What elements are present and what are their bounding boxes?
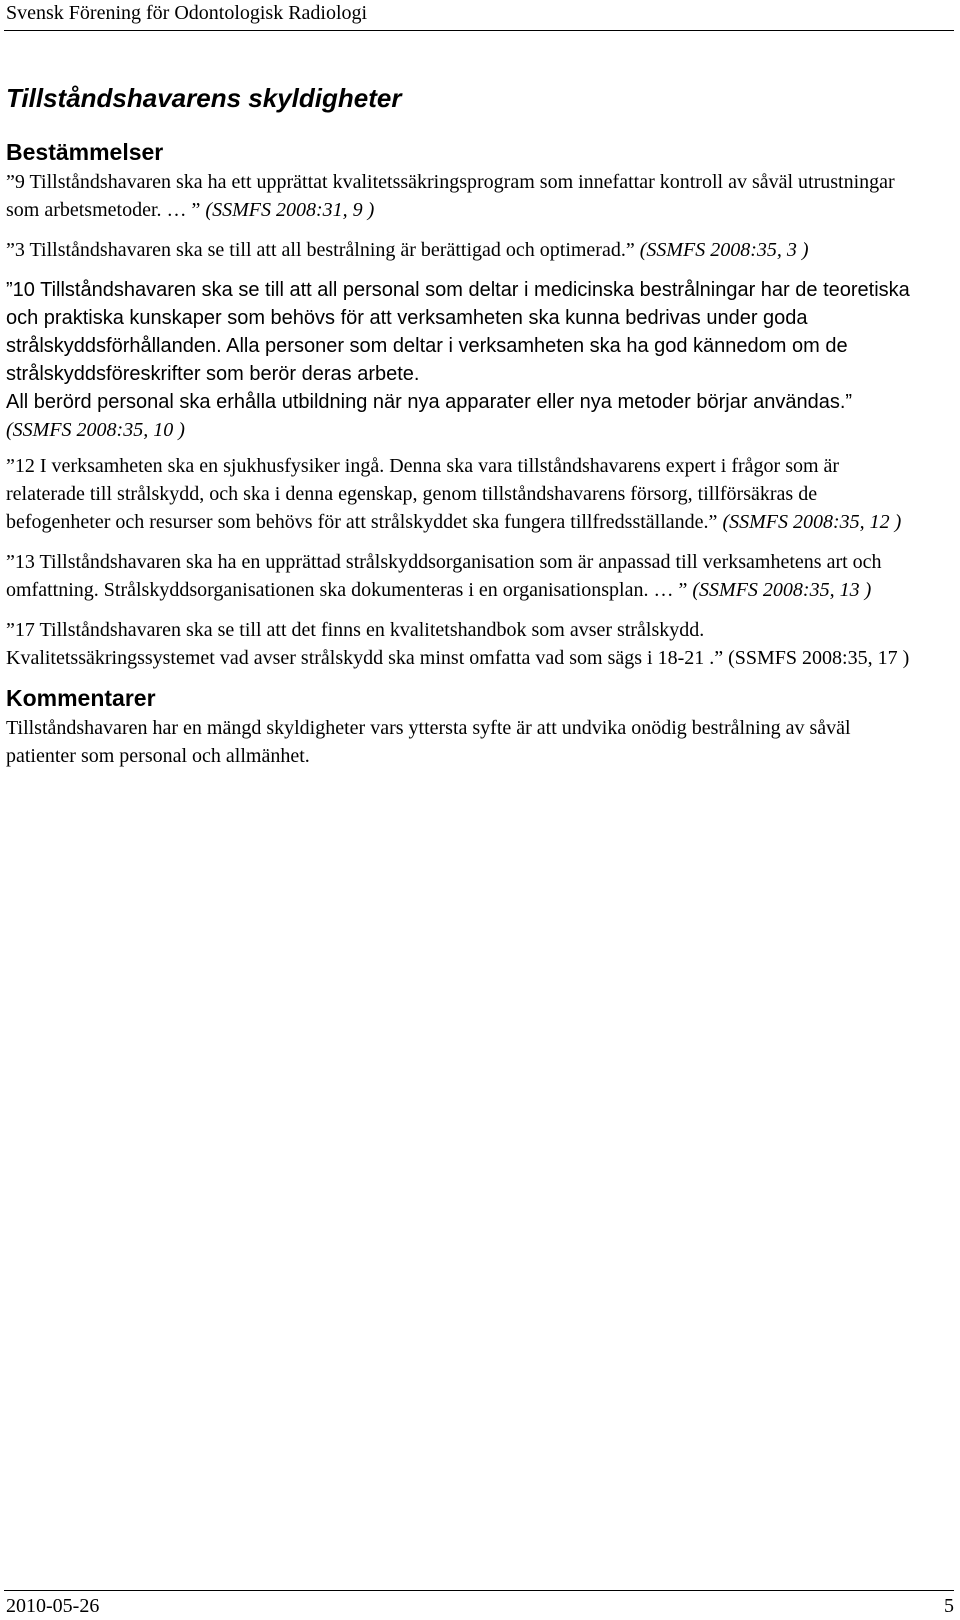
provision-13 <box>6 548 916 604</box>
provision-17-text: ”17 Tillståndshavaren ska se till att det finns en kvalitetshandbok som avser strålskydd. Kvalitetssäkringssystemet vad avser strålskydd ska minst omfatta vad som sägs i 18-21 .” <box>6 619 729 669</box>
page-content <box>6 82 916 782</box>
provision-17 <box>6 616 916 672</box>
provision-3 <box>6 236 916 264</box>
running-header: Svensk Förening för Odontologisk Radiologi <box>6 2 368 24</box>
provision-12 <box>6 452 916 536</box>
commentary-text: Tillståndshavaren har en mängd skyldigheter vars yttersta syfte är att undvika onödig bestrålning av såväl patienter som personal och allmänhet. <box>6 717 851 767</box>
provision-10-reference: (SSMFS 2008:35, 10 ) <box>6 419 185 441</box>
provision-9-reference: (SSMFS 2008:31, 9 ) <box>205 199 375 221</box>
provision-3-text: ”3 Tillståndshavaren ska se till att all bestrålning är berättigad och optimerad.” <box>6 239 640 261</box>
header-rule <box>4 30 954 31</box>
provision-12-text: ”12 I verksamheten ska en sjukhusfysiker ingå. <box>6 455 390 477</box>
provision-17-reference: (SSMFS 2008:35, 17 ) <box>728 647 910 669</box>
provision-10 <box>6 276 916 444</box>
page-number: 5 <box>944 1595 954 1617</box>
provision-13-text: ”13 Tillståndshavaren ska ha en upprättad strålskyddsorganisation som är anpassad till verksamhetens art och omfattning. Strålskyddsorganisationen ska dokumenteras i en organisationsplan. … ” <box>6 551 882 601</box>
provision-12-reference: (SSMFS 2008:35, 12 ) <box>722 511 902 533</box>
provision-12-text-continued: Denna ska vara tillståndshavarens expert i frågor som är relaterade till strålskydd, och ska i denna egenskap, genom tillståndshavarens försorg, tillförsäkras de befogenheter och resurser som behövs för att strålskyddet ska fungera tillfredsställande.” <box>6 455 840 533</box>
footer-date: 2010-05-26 <box>6 1595 100 1617</box>
provision-9 <box>6 168 916 224</box>
provision-10-text-continued: Alla personer som deltar i verksamheten ska ha god kännedom om de strålskyddsföreskrifter som berör deras arbete. <box>6 335 848 385</box>
provision-13-reference: (SSMFS 2008:35, 13 ) <box>692 579 872 601</box>
page-title: Tillståndshavarens skyldigheter <box>6 83 402 113</box>
section-heading-bestammelser: Bestämmelser <box>6 139 164 165</box>
provision-9-text: ”9 Tillståndshavaren ska ha ett upprättat kvalitetssäkringsprogram som innefattar kontroll av såväl utrustningar som arbetsmetoder. … ” <box>6 171 895 221</box>
provision-10-text: ”10 Tillståndshavaren ska se till att all personal som deltar i medicinska bestrålningar har de teoretiska och praktiska kunskaper som behövs för att verksamheten ska kunna bedrivas under goda strålskyddsförhållanden. <box>6 279 910 357</box>
running-footer <box>4 1590 954 1617</box>
provision-3-reference: (SSMFS 2008:35, 3 ) <box>639 239 809 261</box>
provision-10-text-final: All berörd personal ska erhålla utbildning när nya apparater eller nya metoder börjar användas.” <box>6 391 853 413</box>
section-heading-kommentarer: Kommentarer <box>6 685 156 711</box>
